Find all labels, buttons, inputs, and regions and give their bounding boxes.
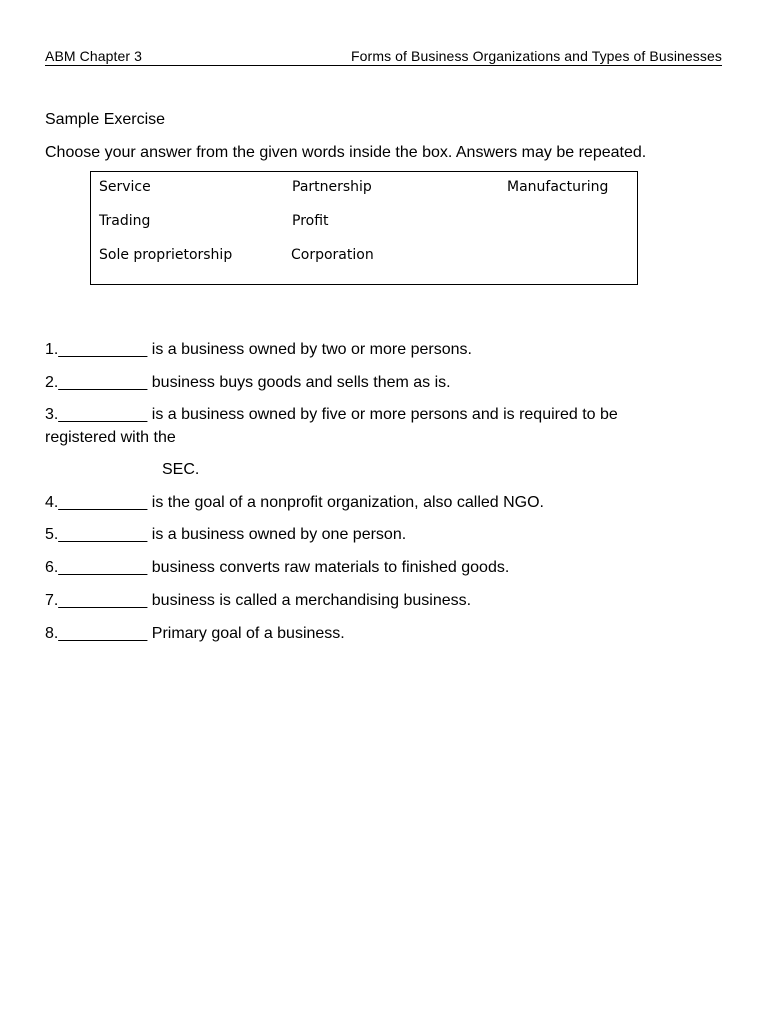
question-5: 5.__________ is a business owned by one person. — [45, 526, 407, 543]
question-3-indented-line: SEC. — [162, 461, 200, 478]
question-4: 4.__________ is the goal of a nonprofit organization, also called NGO. — [45, 494, 544, 511]
question-3-continuation: registered with the — [45, 429, 176, 446]
word-bank-item: Partnership — [292, 179, 372, 195]
header-topic-title: Forms of Business Organizations and Types of Businesses — [351, 48, 722, 64]
word-bank-item: Service — [99, 179, 151, 195]
word-bank-item: Manufacturing — [507, 179, 609, 195]
question-1: 1.__________ is a business owned by two or more persons. — [45, 341, 472, 358]
question-3: 3.__________ is a business owned by five or more persons and is required to be — [45, 406, 618, 423]
exercise-title: Sample Exercise — [45, 111, 166, 128]
exercise-instruction: Choose your answer from the given words inside the box. Answers may be repeated. — [45, 144, 647, 161]
question-2: 2.__________ business buys goods and sells them as is. — [45, 374, 451, 391]
word-bank-item: Sole proprietorship — [99, 247, 233, 263]
question-8: 8.__________ Primary goal of a business. — [45, 625, 345, 642]
word-bank-item: Corporation — [291, 247, 374, 263]
page-header — [45, 48, 722, 66]
question-7: 7.__________ business is called a merchandising business. — [45, 592, 472, 609]
word-bank-box — [90, 171, 638, 285]
word-bank-item: Profit — [292, 213, 329, 229]
word-bank-item: Trading — [99, 213, 151, 229]
header-chapter-label: ABM Chapter 3 — [45, 48, 143, 64]
question-6: 6.__________ business converts raw materials to finished goods. — [45, 559, 510, 576]
